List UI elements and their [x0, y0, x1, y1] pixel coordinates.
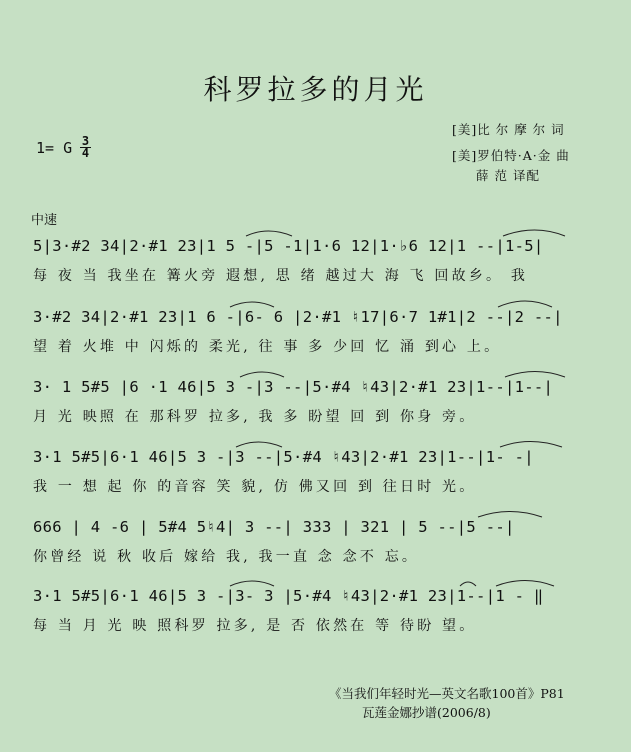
- slur-arc: [496, 581, 554, 587]
- lyrics-line-6: 每 当 月 光 映 照科罗 拉多, 是 否 依然在 等 待盼 望。: [33, 618, 477, 634]
- slur-arc: [503, 230, 565, 236]
- notation-line-3: 3· 1 5#5 |6 ·1 46|5 3 -|3 --|5·#4 ♮43|2·#1 23|1--|1--|: [33, 378, 554, 396]
- slur-arc: [478, 512, 542, 518]
- notation-line-6: 3·1 5#5|6·1 46|5 3 -|3- 3 |5·#4 ♮43|2·#1 23|1--|1 - ‖: [33, 587, 544, 605]
- transcriber-note: 瓦莲金娜抄谱(2006/8): [362, 705, 491, 720]
- notation-line-2: 3·#2 34|2·#1 23|1 6 -|6- 6 |2·#1 ♮17|6·7 1#1|2 --|2 --|: [33, 308, 563, 326]
- slur-arc: [246, 231, 292, 236]
- slur-arc: [460, 582, 476, 586]
- translator-credit: 薛 范 译配: [476, 168, 540, 183]
- time-signature-top: 3: [81, 134, 90, 148]
- time-signature-bottom: 4: [81, 146, 90, 160]
- slur-arc: [505, 372, 565, 378]
- slur-arc: [498, 301, 552, 307]
- lyricist-credit: [美]比 尔 摩 尔 词: [452, 122, 565, 137]
- composer-credit: [美]罗伯特·A·金 曲: [452, 148, 570, 163]
- slur-arc: [500, 442, 562, 448]
- slur-group: [230, 230, 565, 586]
- lyrics-line-1: 每 夜 当 我坐在 篝火旁 遐想, 思 绪 越过大 海 飞 回故乡。 我: [33, 268, 529, 284]
- slur-arc: [240, 372, 284, 377]
- song-title: 科罗拉多的月光: [203, 73, 428, 106]
- slur-arc: [230, 302, 274, 307]
- lyrics-line-2: 望 着 火堆 中 闪烁的 柔光, 往 事 多 少回 忆 涌 到心 上。: [33, 339, 502, 355]
- notation-line-1: 5|3·#2 34|2·#1 23|1 5 -|5 -1|1·6 12|1·♭6 12|1 --|1-5|: [33, 237, 544, 255]
- key-signature: 1= G: [36, 139, 73, 157]
- notation-line-4: 3·1 5#5|6·1 46|5 3 -|3 --|5·#4 ♮43|2·#1 23|1--|1- -|: [33, 448, 534, 466]
- lyrics-line-5: 你曾经 说 秋 收后 嫁给 我, 我一直 念 念不 忘。: [33, 549, 420, 565]
- slur-arc: [230, 581, 274, 586]
- notation-line-5: 666 | 4 -6 | 5#4 5♮4| 3 --| 333 | 321 | 5 --|5 --|: [33, 518, 515, 536]
- slur-arc: [236, 442, 282, 447]
- source-citation: 《当我们年轻时光—英文名歌100首》P81: [329, 686, 565, 701]
- tempo-marking: 中速: [31, 213, 58, 228]
- lyrics-line-4: 我 一 想 起 你 的音容 笑 貌, 仿 佛又回 到 往日时 光。: [33, 479, 477, 495]
- lyrics-line-3: 月 光 映照 在 那科罗 拉多, 我 多 盼望 回 到 你身 旁。: [33, 409, 477, 425]
